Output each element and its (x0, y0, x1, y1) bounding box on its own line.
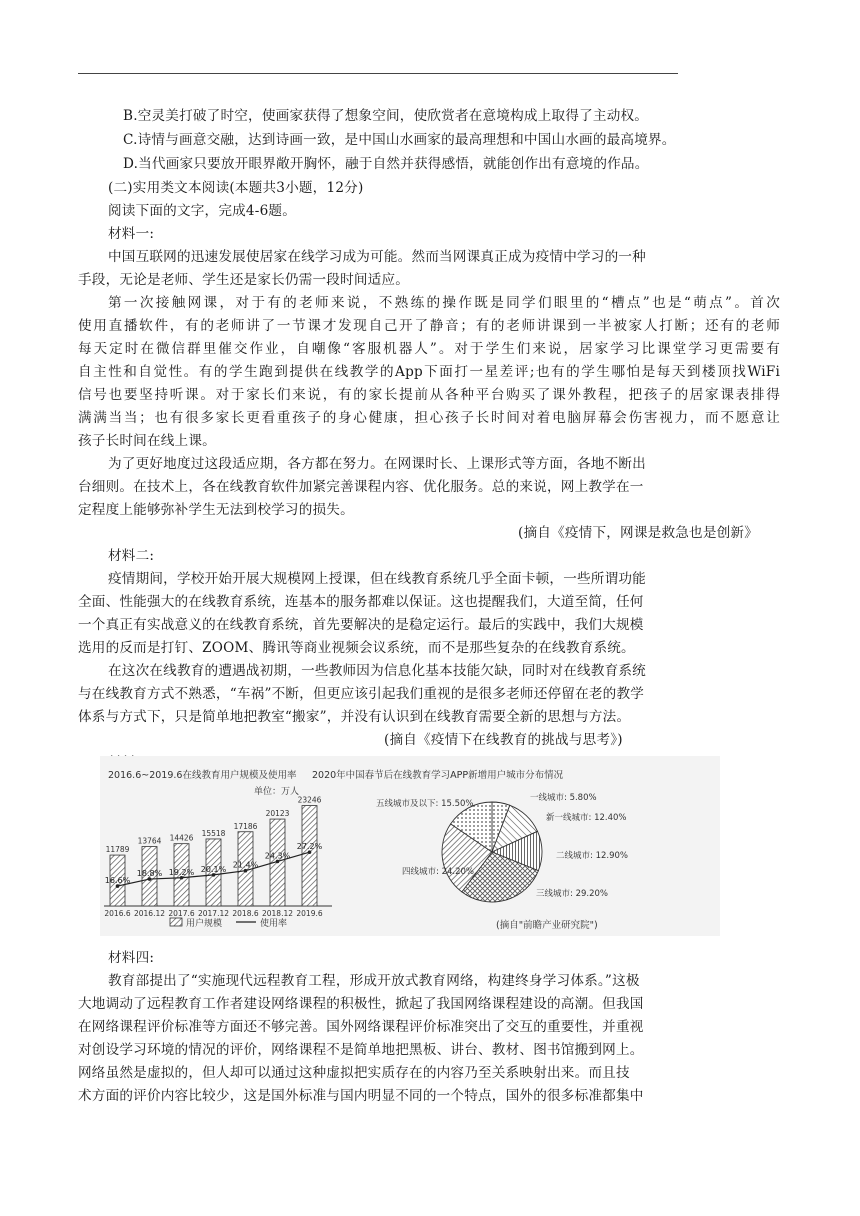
text-line-instr: 阅读下面的文字，完成4-6题。 (108, 203, 297, 219)
text-line-m1p1b: 手段，无论是老师、学生还是家长仍需一段时间适应。 (78, 272, 410, 288)
text-line-m2p2c: 体系与方式下，只是简单地把教室“搬家”，并没有认识到在线教育需要全新的思想与方法。 (78, 709, 631, 725)
top-rule (78, 73, 678, 74)
category-label: 2018.6 (232, 909, 259, 918)
pie-label: 三线城市: 29.20% (536, 889, 608, 899)
category-label: 2017.6 (168, 909, 195, 918)
usage-rate-label: 16.6% (104, 876, 131, 886)
text-line-m2p2b: 与在线教育方式不熟悉，“车祸”不断，但更应该引起我们重视的是很多老师还停留在老的教学 (78, 686, 645, 702)
category-label: 2019.6 (296, 909, 323, 918)
text-line-m4p1f: 术方面的评价内容比较少，这是国外标准与国内明显不同的一个特点，国外的很多标准都集中 (78, 1088, 644, 1104)
bar-value-label: 23246 (297, 795, 322, 805)
text-line-sec2: (二)实用类文本阅读(本题共3小题，12分) (108, 180, 364, 196)
text-line-m4head: 材料四: (108, 950, 155, 966)
usage-rate-label: 27.2% (296, 842, 323, 852)
text-line-optD: D.当代画家只要放开眼界敞开胸怀，融于自然并获得感悟，就能创作出有意境的作品。 (123, 156, 649, 172)
text-line-m1p2e: 信号也要坚持听课。对于家长们来说，有的家长提前从各种平台购买了课外教程，把孩子的居家课表排得 (78, 387, 780, 403)
text-line-m4p1d: 对创设学习环境的情况的评价，网络课程不是简单地把黑板、讲台、教材、图书馆搬到网上。 (78, 1042, 644, 1058)
pie-chart-title: 2020年中国春节后在线教育学习APP新增用户城市分布情况 (312, 770, 564, 781)
figure-source: (摘自"前瞻产业研究院") (496, 920, 598, 931)
bar-2019.6 (302, 806, 317, 906)
pie-label: 新一线城市: 12.40% (546, 813, 627, 823)
category-label: 2016.12 (133, 909, 166, 918)
text-line-m2src: (摘自《疫情下在线教育的挑战与思考》) (384, 732, 623, 748)
bar-value-label: 13764 (137, 836, 162, 846)
usage-rate-label: 21.4% (232, 860, 259, 870)
text-line-m1p2d: 自主性和自觉性。有的学生跑到提供在线教学的App下面打一星差评;也有的学生哪怕是每天到楼顶找WiFi (78, 364, 780, 380)
pie-label: 四线城市: 24.20% (402, 867, 474, 877)
text-line-m1p1a: 中国互联网的迅速发展使居家在线学习成为可能。然而当网课真正成为疫情中学习的一种 (108, 249, 646, 265)
text-line-m1p2g: 孩子长时间在线上课。 (78, 433, 216, 449)
text-line-m4p1e: 网络虽然是虚拟的，但人却可以通过这种虚拟把实质存在的内容乃至关系映射出来。而且技 (78, 1065, 630, 1081)
pie-label: 一线城市: 5.80% (530, 793, 597, 803)
text-line-m1p2b: 使用直播软件，有的老师讲了一节课才发现自己开了静音；有的老师讲课到一半被家人打断；还有的老师 (78, 318, 780, 334)
category-label: 2018.12 (261, 909, 294, 918)
usage-rate-label: 18.8% (136, 869, 163, 879)
text-line-optB: B.空灵美打破了时空，使画家获得了想象空间，使欣赏者在意境构成上取得了主动权。 (123, 108, 649, 124)
category-label: 2016.6 (104, 909, 131, 918)
usage-rate-label: 24.3% (264, 851, 291, 861)
text-line-optC: C.诗情与画意交融，达到诗画一致，是中国山水画家的最高理想和中国山水画的最高境界。 (123, 132, 676, 148)
bar-chart-unit: 单位：万人 (254, 787, 300, 797)
bar-value-label: 11789 (105, 845, 130, 855)
bar-value-label: 17186 (233, 821, 258, 831)
text-line-m2head: 材料二: (108, 548, 155, 564)
category-label: 2017.12 (197, 909, 230, 918)
bar-value-label: 14426 (169, 833, 194, 843)
text-line-m4p1c: 在网络课程评价标准等方面还不够完善。国外网络课程评价标准突出了交互的重要性，并重视 (78, 1019, 644, 1035)
legend-usage-rate: 使用率 (260, 919, 288, 929)
text-line-m1p2c: 每天定时在微信群里催交作业，自嘲像“客服机器人”。对于学生们来说，居家学习比课堂学习更需要有 (78, 341, 780, 357)
text-line-m1p3c: 定程度上能够弥补学生无法到校学习的损失。 (78, 502, 354, 518)
text-line-m2p1b: 全面、性能强大的在线教育系统，连基本的服务都难以保证。这也提醒我们，大道至简，任何 (78, 594, 644, 610)
text-line-m2p2a: 在这次在线教育的遭遇战初期，一些教师因为信息化基本技能欠缺，同时对在线教育系统 (108, 663, 646, 679)
material-three-figure (100, 756, 720, 936)
bar-value-label: 15518 (201, 828, 226, 838)
text-line-m1p2f: 满满当当；也有很多家长更看重孩子的身心健康，担心孩子长时间对着电脑屏幕会伤害视力，而不愿意让 (78, 410, 780, 426)
text-line-m2p1a: 疫情期间，学校开始开展大规模网上授课，但在线教育系统几乎全面卡顿，一些所谓功能 (108, 571, 646, 587)
pie-label: 五线城市及以下: 15.50% (376, 799, 474, 809)
legend-user-scale: 用户规模 (186, 919, 223, 929)
text-line-m1p3b: 台细则。在技术上，各在线教育软件加紧完善课程内容、优化服务。总的来说，网上教学在一 (78, 479, 644, 495)
text-line-m1p2a: 第一次接触网课，对于有的老师来说，不熟练的操作既是同学们眼里的“槽点”也是“萌点”。首次 (108, 295, 780, 311)
usage-rate-label: 20.1% (200, 864, 227, 874)
text-line-m2p1c: 一个真正有实战意义的在线教育系统，首先要解决的是稳定运行。最后的实践中，我们大规模 (78, 617, 644, 633)
pie-label: 二线城市: 12.90% (556, 851, 628, 861)
text-line-m2p1d: 选用的反而是打钉、ZOOM、腾讯等商业视频会议系统，而不是那些复杂的在线教育系统。 (78, 640, 635, 656)
text-line-m1head: 材料一: (108, 226, 155, 242)
text-line-m1src: (摘自《疫情下，网课是救急也是创新》 (518, 525, 758, 541)
bar-chart-title: 2016.6~2019.6在线教育用户规模及使用率 (108, 770, 297, 781)
text-line-m1p3a: 为了更好地度过这段适应期，各方都在努力。在网课时长、上课形式等方面，各地不断出 (108, 456, 646, 472)
usage-rate-label: 19.2% (168, 867, 195, 877)
text-line-m4p1a: 教育部提出了“实施现代远程教育工程，形成开放式教育网络，构建终身学习体系。”这极 (108, 973, 640, 989)
bar-value-label: 20123 (265, 809, 290, 819)
legend-swatch-user-scale (170, 918, 182, 926)
text-line-m4p1b: 大地调动了远程教育工作者建设网络课程的积极性，掀起了我国网络课程建设的高潮。但我国 (78, 996, 644, 1012)
